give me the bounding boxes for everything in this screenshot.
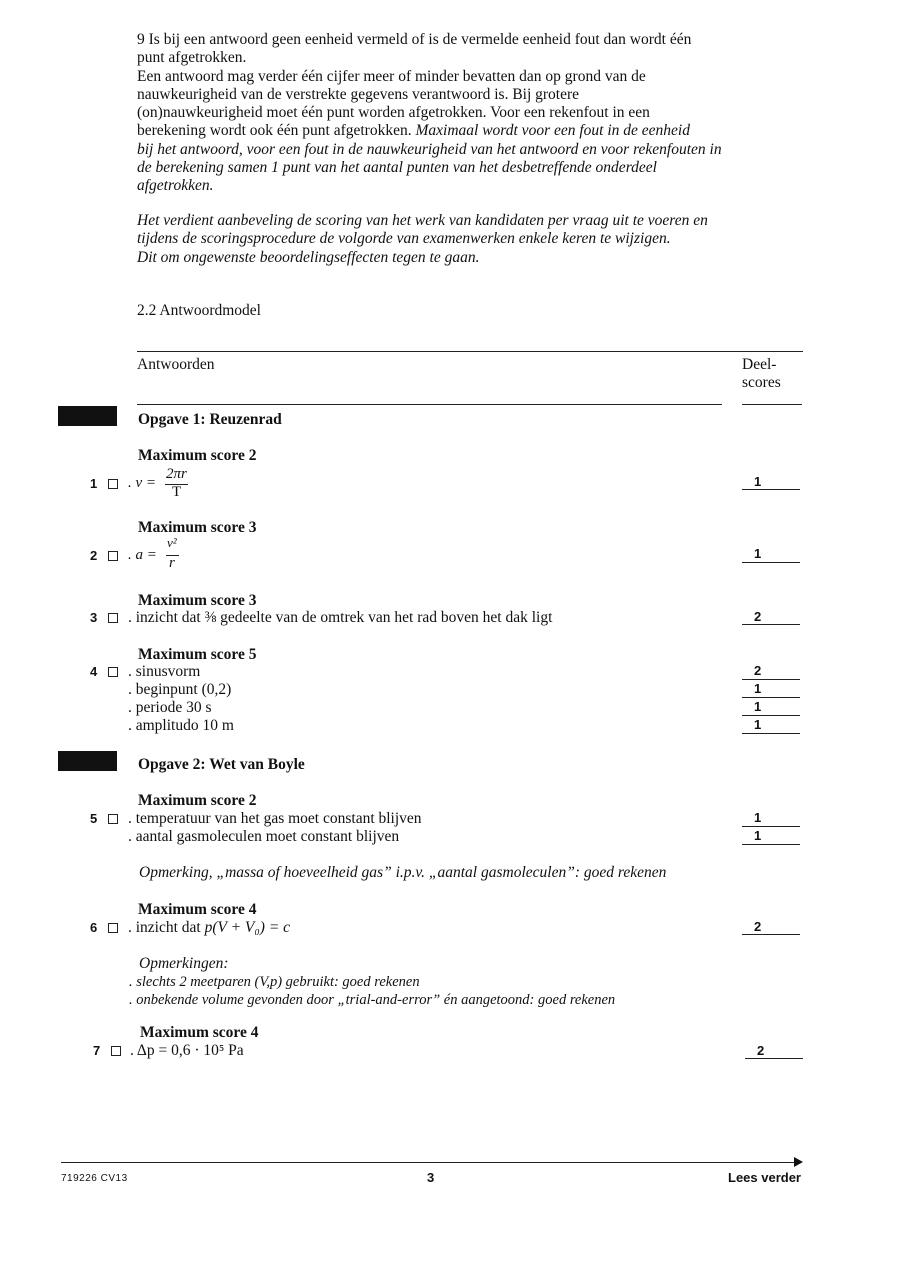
- q7-score-line: [745, 1058, 803, 1059]
- intro-line-8: de berekening samen 1 punt van het aantal punten van het desbetreffende onderdeel: [137, 159, 657, 177]
- scores-header-rule: [742, 404, 802, 405]
- q3-max-score: Maximum score 3: [138, 592, 257, 609]
- q1-formula-prefix: . v =: [128, 475, 157, 491]
- q4-score-line-1: [742, 679, 800, 680]
- q5-score-1: 1: [754, 810, 762, 825]
- footer-arrow-icon: [794, 1157, 803, 1167]
- recommendation-line-3: Dit om ongewenste beoordelingseffecten tegen te gaan.: [137, 248, 480, 266]
- q5-max-score: Maximum score 2: [138, 792, 257, 809]
- intro-line-2: punt afgetrokken.: [137, 49, 247, 67]
- q7-checkbox[interactable]: [111, 1046, 121, 1056]
- q6-notes-title: Opmerkingen:: [139, 955, 229, 972]
- intro-line-1: 9 Is bij een antwoord geen eenheid vermeld of is de vermelde eenheid fout dan wordt één: [137, 31, 692, 48]
- q2-formula-numerator: v²: [167, 535, 177, 550]
- section-title: 2.2 Antwoordmodel: [137, 302, 261, 319]
- q4-max-score: Maximum score 5: [138, 646, 257, 663]
- recommendation-line-1: Het verdient aanbeveling de scoring van het werk van kandidaten per vraag uit te voeren en: [137, 212, 708, 229]
- q4-score-line-2: [742, 697, 800, 698]
- q4-number: 4: [90, 664, 98, 679]
- q6-note-2: . onbekende volume gevonden door „trial-and-error” én aangetoond: goed rekenen: [129, 992, 616, 1008]
- q6-answer-formula: p(V + V₀) = c: [204, 919, 291, 936]
- recommendation-line-2: tijdens de scoringsprocedure de volgorde van examenwerken enkele keren te wijzigen.: [137, 230, 671, 248]
- q4-score-2: 1: [754, 681, 762, 696]
- q3-answer: . inzicht dat ⅜ gedeelte van de omtrek van het rad boven het dak ligt: [128, 609, 553, 626]
- intro-line-5: (on)nauwkeurigheid moet één punt worden afgetrokken. Voor een rekenfout in een: [137, 104, 650, 122]
- scores-header-1: Deel-: [742, 356, 777, 373]
- q2-score: 1: [754, 546, 762, 561]
- q7-score: 2: [757, 1043, 765, 1058]
- q2-formula-denominator: r: [169, 555, 175, 571]
- q2-score-line: [742, 562, 800, 563]
- q5-score-line-2: [742, 844, 800, 845]
- intro-line-7: bij het antwoord, voor een fout in de nauwkeurigheid van het antwoord en voor rekenfouten in: [137, 140, 722, 158]
- q1-score-line: [742, 489, 800, 490]
- q7-max-score: Maximum score 4: [140, 1024, 259, 1041]
- q5-item-2: . aantal gasmoleculen moet constant blijven: [128, 828, 400, 845]
- lees-verder-link[interactable]: Lees verder: [728, 1170, 801, 1185]
- q3-number: 3: [90, 610, 98, 625]
- page-number: 3: [427, 1170, 435, 1185]
- q5-note: Opmerking, „massa of hoeveelheid gas” i.p.v. „aantal gasmoleculen”: goed rekenen: [139, 864, 667, 881]
- q1-max-score: Maximum score 2: [138, 447, 257, 464]
- q3-checkbox[interactable]: [108, 613, 118, 623]
- q4-item-2: . beginpunt (0,2): [128, 681, 232, 698]
- q1-formula-denominator: T: [172, 484, 182, 500]
- q3-score: 2: [754, 609, 762, 624]
- q3-score-line: [742, 624, 800, 625]
- q4-score-4: 1: [754, 717, 762, 732]
- intro-line-9: afgetrokken.: [137, 177, 214, 195]
- intro-line-3: Een antwoord mag verder één cijfer meer of minder bevatten dan op grond van de: [137, 67, 646, 85]
- q2-checkbox[interactable]: [108, 551, 118, 561]
- opgave-1-title: Opgave 1: Reuzenrad: [138, 411, 282, 428]
- q4-item-3: . periode 30 s: [128, 699, 212, 716]
- intro-line-4: nauwkeurigheid van de verstrekte gegevens verantwoord is. Bij grotere: [137, 85, 580, 103]
- q5-checkbox[interactable]: [108, 814, 118, 824]
- scores-header-2: scores: [742, 374, 781, 391]
- section-marker-2: [58, 751, 117, 771]
- answers-header: Antwoorden: [137, 356, 215, 373]
- q2-number: 2: [90, 548, 98, 563]
- intro-line-6a: berekening wordt ook één punt afgetrokken.: [137, 122, 416, 140]
- q7-answer: . Δp = 0,6 · 10⁵ Pa: [130, 1042, 244, 1059]
- q4-checkbox[interactable]: [108, 667, 118, 677]
- q5-item-1: . temperatuur van het gas moet constant blijven: [128, 810, 422, 827]
- q1-number: 1: [90, 476, 98, 491]
- q5-score-2: 1: [754, 828, 762, 843]
- header-top-rule: [137, 351, 803, 352]
- q4-score-line-3: [742, 715, 800, 716]
- opgave-2-title: Opgave 2: Wet van Boyle: [138, 756, 305, 773]
- q2-max-score: Maximum score 3: [138, 519, 257, 536]
- q1-formula-numerator: 2πr: [166, 466, 187, 482]
- intro-line-6: [137, 122, 777, 140]
- q5-score-line-1: [742, 826, 800, 827]
- q6-number: 6: [90, 920, 98, 935]
- answers-header-rule: [137, 404, 722, 405]
- q2-formula-prefix: . a =: [128, 547, 157, 563]
- q4-score-line-4: [742, 733, 800, 734]
- q4-score-3: 1: [754, 699, 762, 714]
- q1-score: 1: [754, 474, 762, 489]
- q6-checkbox[interactable]: [108, 923, 118, 933]
- q6-answer-text: . inzicht dat: [128, 919, 205, 936]
- q1-checkbox[interactable]: [108, 479, 118, 489]
- q5-number: 5: [90, 811, 98, 826]
- section-marker-1: [58, 406, 117, 426]
- q4-score-1: 2: [754, 663, 762, 678]
- q4-item-1: . sinusvorm: [128, 663, 201, 680]
- q4-item-4: . amplitudo 10 m: [128, 717, 234, 734]
- q6-max-score: Maximum score 4: [138, 901, 257, 918]
- intro-line-6b: Maximaal wordt voor een fout in de eenheid: [415, 122, 690, 140]
- q6-score: 2: [754, 919, 762, 934]
- footer-arrow-line: [61, 1162, 796, 1163]
- q6-note-1: . slechts 2 meetparen (V,p) gebruikt: goed rekenen: [129, 974, 420, 990]
- q6-score-line: [742, 934, 800, 935]
- footer-code: 719226 CV13: [61, 1173, 128, 1184]
- q6-answer: [128, 919, 290, 937]
- q7-number: 7: [93, 1043, 101, 1058]
